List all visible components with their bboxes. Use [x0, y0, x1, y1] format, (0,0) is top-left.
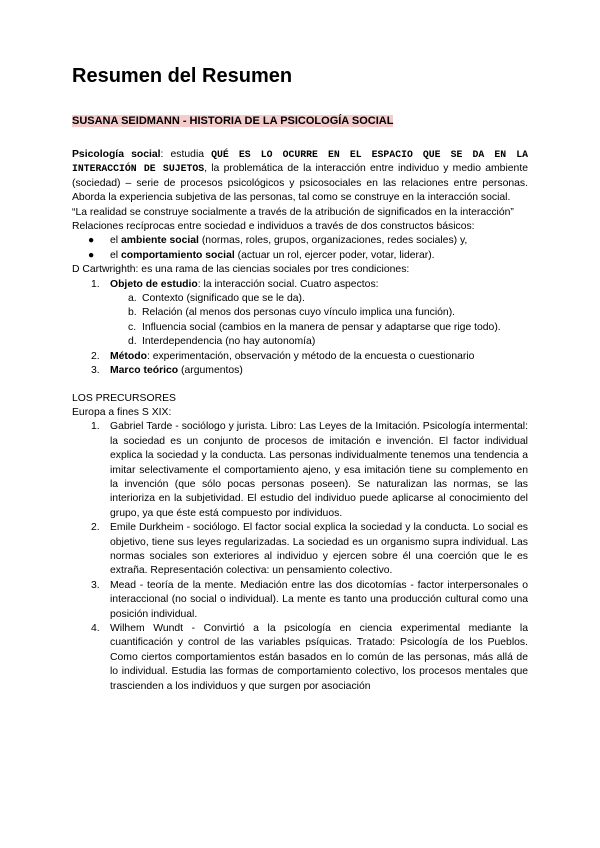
- spacer: [72, 379, 528, 392]
- relations-text: Relaciones recíprocas entre sociedad e individuos a través de dos constructos básicos:: [72, 221, 475, 233]
- aspects-list: [72, 292, 528, 350]
- item-letter: b.: [128, 307, 137, 319]
- item-text: Wilhem Wundt - Convirtió a la psicología en ciencia experimental mediante la cuantificación y control de las variables psíquicas. Tratado: Psicología de los Pueblos. Como ciertos comportamientos están basados en lo común de las personas, más allá de lo individual. Estudia las formas de comportamiento colectivo, los procesos mentales que trascienden a los individuos y que surgen por asociación: [110, 623, 528, 692]
- intro-lead: : estudia: [160, 149, 212, 160]
- list-item: [72, 234, 528, 248]
- item-term: comportamiento social: [120, 249, 235, 261]
- item-text: Interdependencia (no hay autonomía): [142, 336, 316, 348]
- item-letter: d.: [128, 336, 137, 348]
- item-number: 3.: [91, 579, 100, 591]
- list-item: [72, 321, 528, 335]
- item-text: : la interacción social. Cuatro aspectos:: [197, 278, 379, 290]
- item-number: 2.: [91, 350, 100, 362]
- bullet-icon: ●: [88, 235, 95, 247]
- item-text: Emile Durkheim - sociólogo. El factor social explica la sociedad y la conducta. Lo social es objetivo, tiene sus leyes regularizadas. La sociedad es un organismo supra individual. Las normas sociales son exteriores al individuo y ejercen sobre él una coerción que le es extraña. Representación colectiva: un pensamiento colectivo.: [110, 522, 528, 577]
- item-text: Mead - teoría de la mente. Mediación entre las dos dicotomías - factor interpersonales o interaccional (no social o individual). La mente es tanto una producción cultural como una posición individual.: [110, 579, 528, 620]
- precursors-heading: LOS PRECURSORES: [72, 392, 176, 404]
- list-item: [72, 622, 528, 694]
- list-item: [72, 521, 528, 579]
- item-number: 4.: [91, 623, 100, 634]
- precursors-list: [72, 420, 528, 694]
- item-letter: a.: [128, 293, 137, 305]
- list-item: [72, 278, 528, 292]
- item-text: Relación (al menos dos personas cuyo vínculo implica una función).: [142, 307, 456, 319]
- document-page: [72, 64, 528, 694]
- item-text: Gabriel Tarde - sociólogo y jurista. Libro: Las Leyes de la Imitación. Psicología intermental: la sociedad es un conjunto de procesos de imitación e invención. El factor individual explica la sociedad y la conducta. Las personas individualmente tenemos una tendencia a imitar selectivamente el comportamiento ajeno, y esa imitación tiene su complemento en la invención (que sólo pocas personas poseen). Se naturalizan las normas, se las interioriza en la subjetividad. El estudio del individuo puede aplicarse al conocimiento del grupo, ya que éste está compuesto por individuos.: [110, 421, 528, 519]
- item-term: Marco teórico: [110, 365, 179, 377]
- item-term: Objeto de estudio: [110, 278, 198, 290]
- list-item: [72, 306, 528, 320]
- item-term: Método: [110, 350, 147, 362]
- item-text: (argumentos): [178, 365, 243, 377]
- item-text: Influencia social (cambios en la manera de pensar y adaptarse que rige todo).: [142, 321, 501, 333]
- item-text: : experimentación, observación y método de la encuesta o cuestionario: [146, 350, 475, 362]
- bullet-icon: ●: [88, 249, 95, 261]
- item-number: 2.: [91, 522, 100, 534]
- list-item: [72, 420, 528, 521]
- relations-list: [72, 234, 528, 263]
- list-item: [72, 350, 528, 364]
- intro-term: Psicología social: [72, 149, 161, 160]
- item-text: (actuar un rol, ejercer poder, votar, liderar).: [234, 249, 435, 261]
- document-subtitle: [72, 114, 528, 128]
- item-prefix: el: [110, 249, 121, 261]
- conditions-list: [72, 278, 528, 292]
- intro-paragraph: [72, 148, 528, 206]
- intro-emphasis: QUÉ ES LO OCURRE EN EL ESPACIO QUE SE DA EN LA INTERACCIÓN DE SUJETOS: [72, 149, 528, 175]
- item-number: 3.: [91, 365, 100, 377]
- list-item: [72, 579, 528, 622]
- list-item: [72, 364, 528, 378]
- conditions-list-continued: [72, 350, 528, 379]
- quote: “La realidad se construye socialmente a través de la atribución de significados en la interacción”: [72, 206, 514, 218]
- document-title: Resumen del Resumen: [72, 65, 293, 87]
- item-text: (normas, roles, grupos, organizaciones, redes sociales) y,: [198, 235, 468, 247]
- list-item: [72, 292, 528, 306]
- item-number: 1.: [91, 278, 100, 290]
- intro-rest: , la problemática de la interacción entre individuo y medio ambiente (sociedad) – serie de procesos psicológicos y psicosociales en las relaciones entre personas. Aborda la experiencia subjetiva de las personas, tal como se construye en la interacción social.: [72, 163, 528, 204]
- cartwright-text: D Cartwrighth: es una rama de las ciencias sociales por tres condiciones:: [72, 264, 410, 276]
- subtitle-highlight: SUSANA SEIDMANN - HISTORIA DE LA PSICOLOGÍA SOCIAL: [72, 115, 394, 127]
- list-item: [72, 335, 528, 349]
- list-item: [72, 249, 528, 263]
- item-text: Contexto (significado que se le da).: [142, 293, 305, 305]
- item-number: 1.: [91, 421, 100, 433]
- item-term: ambiente social: [120, 235, 199, 247]
- precursors-era: Europa a fines S XIX:: [72, 406, 172, 418]
- item-letter: c.: [128, 321, 137, 333]
- item-prefix: el: [110, 235, 121, 247]
